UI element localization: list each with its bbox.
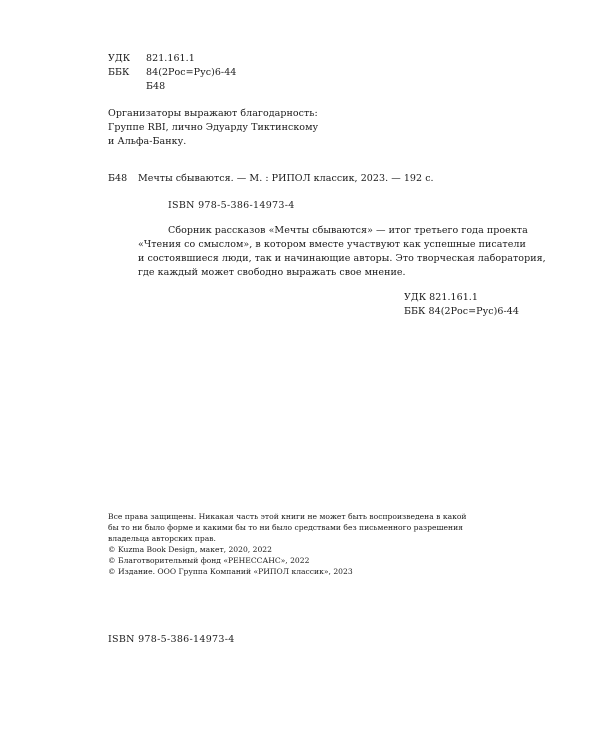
udk-bottom: УДК 821.161.1 [404,292,478,303]
annotation-line: Сборник рассказов «Мечты сбываются» — итог третьего года проекта [168,225,528,236]
bibliographic-author-mark: Б48 [108,173,128,184]
rights-line: бы то ни было форме и какими бы то ни было средствами без письменного разрешения [108,523,463,532]
copyright-notice: © Благотворительный фонд «РЕНЕССАНС», 2022 [108,556,310,565]
acknowledgment-line: Группе RBI, лично Эдуарду Тиктинскому [108,122,319,133]
udk-value: 821.161.1 [146,53,195,64]
udk-label: УДК [108,53,131,64]
bibliographic-isbn: ISBN 978-5-386-14973-4 [168,200,295,211]
bbk-line [108,66,236,80]
annotation-line: «Чтения со смыслом», в котором вместе участвуют как успешные писатели [138,239,526,250]
author-mark-top: Б48 [146,81,166,92]
bbk-bottom: ББК 84(2Рос=Рус)6-44 [404,306,519,317]
acknowledgment-line: и Альфа-Банку. [108,136,187,147]
bibliographic-entry: Мечты сбываются. — М. : РИПОЛ классик, 2023. — 192 с. [138,173,434,184]
acknowledgment-line: Организаторы выражают благодарность: [108,108,318,119]
copyright-notice: © Издание. ООО Группа Компаний «РИПОЛ классик», 2023 [108,567,353,576]
annotation-line: где каждый может свободно выражать свое мнение. [138,267,406,278]
rights-line: Все права защищены. Никакая часть этой книги не может быть воспроизведена в какой [108,512,467,521]
annotation-line: и состоявшиеся люди, так и начинающие авторы. Это творческая лаборатория, [138,253,546,264]
bbk-value: 84(2Рос=Рус)6-44 [146,67,237,78]
rights-line: владельца авторских прав. [108,534,216,543]
udk-line [108,52,195,66]
copyright-notice: © Kuzma Book Design, макет, 2020, 2022 [108,545,272,554]
footer-isbn: ISBN 978-5-386-14973-4 [108,634,235,645]
bbk-label: ББК [108,67,130,78]
